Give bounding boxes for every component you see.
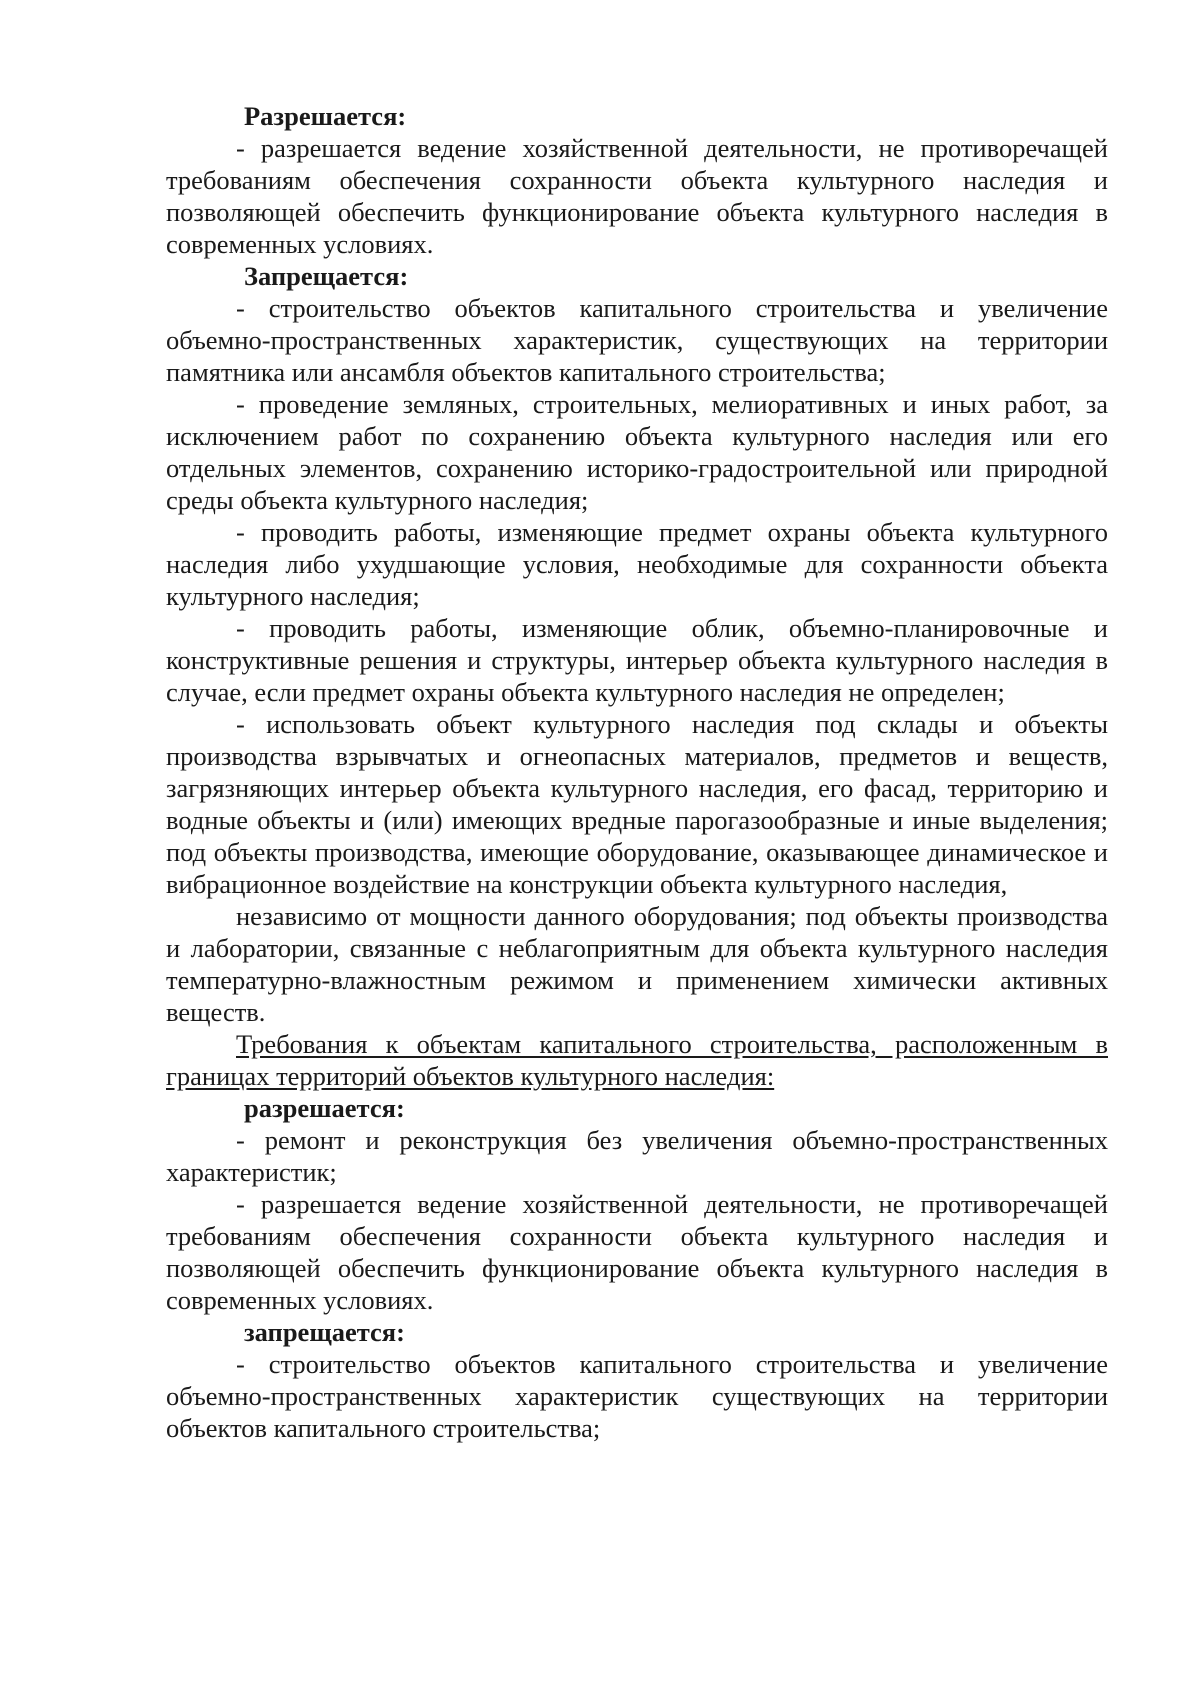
prohibited-item-construction-2: - строительство объектов капитального строительства и увеличение объемно-пространственных характеристик существующих на территории объектов капитального строительства;	[166, 1349, 1108, 1443]
requirements-title: Требования к объектам капитального строительства, расположенным в границах территорий объектов культурного наследия:	[166, 1029, 1108, 1091]
allowed-paragraph: - разрешается ведение хозяйственной деятельности, не противоречащей требованиям обеспечения сохранности объекта культурного наследия и позволяющей обеспечить функционирование объекта культурного наследия в современных условиях.	[166, 133, 1108, 259]
prohibited-heading-2: запрещается:	[244, 1317, 405, 1347]
allowed-item-economic-activity: - разрешается ведение хозяйственной деятельности, не противоречащей требованиям обеспечения сохранности объекта культурного наследия и позволяющей обеспечить функционирование объекта культурного наследия в современных условиях.	[166, 1189, 1108, 1315]
prohibited-item-appearance: - проводить работы, изменяющие облик, объемно-планировочные и конструктивные решения и структуры, интерьер объекта культурного наследия в случае, если предмет охраны объекта культурного наследия не определен;	[166, 613, 1108, 707]
prohibited-item-continuation: независимо от мощности данного оборудования; под объекты производства и лаборатории, связанные с неблагоприятным для объекта культурного наследия температурно-влажностным режимом и применением химически активных веществ.	[166, 901, 1108, 1027]
prohibited-item-usage: - использовать объект культурного наследия под склады и объекты производства взрывчатых и огнеопасных материалов, предметов и веществ, загрязняющих интерьер объекта культурного наследия, его фасад, территорию и водные объекты и (или) имеющих вредные парогазообразные и иные выделения; под объекты производства, имеющие оборудование, оказывающее динамическое и вибрационное воздействие на конструкции объекта культурного наследия,	[166, 709, 1108, 899]
prohibited-item-construction: - строительство объектов капитального строительства и увеличение объемно-пространственных характеристик, существующих на территории памятника или ансамбля объектов капитального строительства;	[166, 293, 1108, 387]
prohibited-item-protection-subject: - проводить работы, изменяющие предмет охраны объекта культурного наследия либо ухудшающие условия, необходимые для сохранности объекта культурного наследия;	[166, 517, 1108, 611]
allowed-heading: Разрешается:	[244, 101, 407, 131]
prohibited-heading: Запрещается:	[244, 261, 409, 291]
allowed-item-repair: - ремонт и реконструкция без увеличения объемно-пространственных характеристик;	[166, 1125, 1108, 1187]
document-body	[166, 100, 1108, 1444]
allowed-heading-2: разрешается:	[244, 1093, 405, 1123]
prohibited-item-earthworks: - проведение земляных, строительных, мелиоративных и иных работ, за исключением работ по сохранению объекта культурного наследия или его отдельных элементов, сохранению историко-градостроительной или природной среды объекта культурного наследия;	[166, 389, 1108, 515]
